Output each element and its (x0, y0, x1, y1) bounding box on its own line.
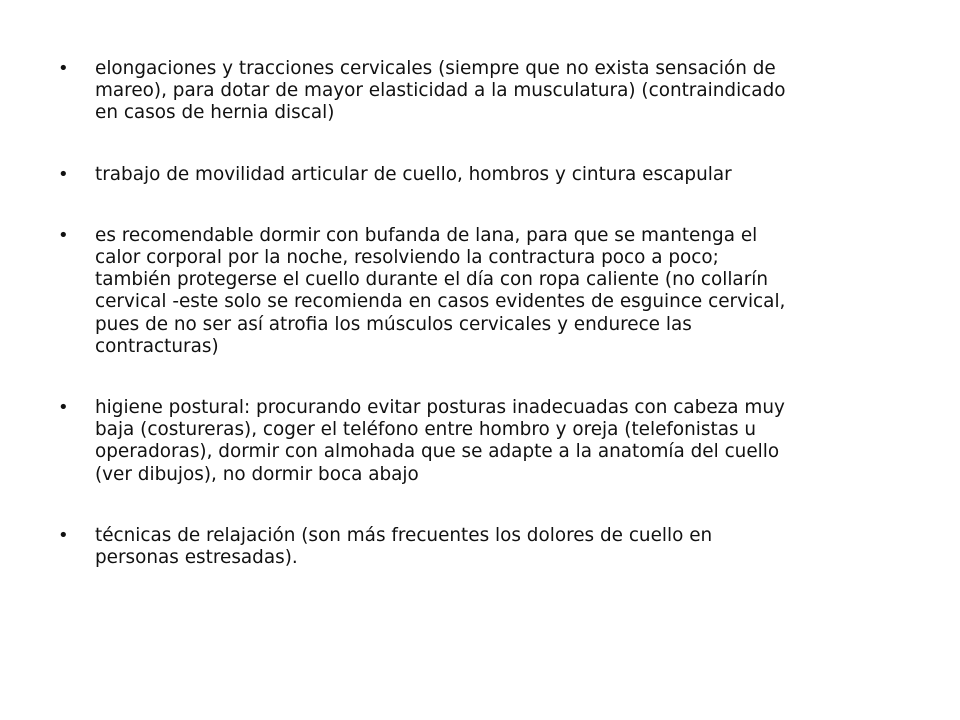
bullet-list (58, 58, 914, 569)
bullet-item-relajacion (58, 525, 914, 569)
bullet-item-movilidad (58, 164, 914, 186)
bullet-dot-icon: • (58, 58, 69, 79)
bullet-item-higiene-postural (58, 397, 914, 486)
bullet-text: técnicas de relajación (son más frecuentes los dolores de cuello en personas estresadas). (95, 524, 713, 569)
bullet-dot-icon: • (58, 397, 69, 419)
bullet-dot-icon: • (58, 524, 69, 546)
bullet-dot-icon: • (58, 163, 69, 185)
bullet-text: trabajo de movilidad articular de cuello, hombros y cintura escapular (95, 163, 732, 185)
bullet-item-bufanda (58, 225, 914, 358)
bullet-item-elongaciones (58, 58, 914, 125)
bullet-dot-icon: • (58, 224, 69, 246)
bullet-text: higiene postural: procurando evitar posturas inadecuadas con cabeza muy baja (costureras), coger el teléfono entre hombro y oreja (telefonistas u operadoras), dormir con almohada que se adapte a la anatomía del cuello (ver dibujos), no dormir boca abajo (95, 397, 785, 485)
bullet-text: elongaciones y tracciones cervicales (siempre que no exista sensación de mareo), para dotar de mayor elasticidad a la musculatura) (contraindicado en casos de hernia discal) (95, 58, 786, 124)
bullet-text: es recomendable dormir con bufanda de lana, para que se mantenga el calor corporal por la noche, resolviendo la contractura poco a poco; también protegerse el cuello durante el día con ropa caliente (no collarín cervical -este solo se recomienda en casos evidentes de esguince cervical, pues de no ser así atrofia los músculos cervicales y endurece las contracturas) (95, 224, 786, 357)
